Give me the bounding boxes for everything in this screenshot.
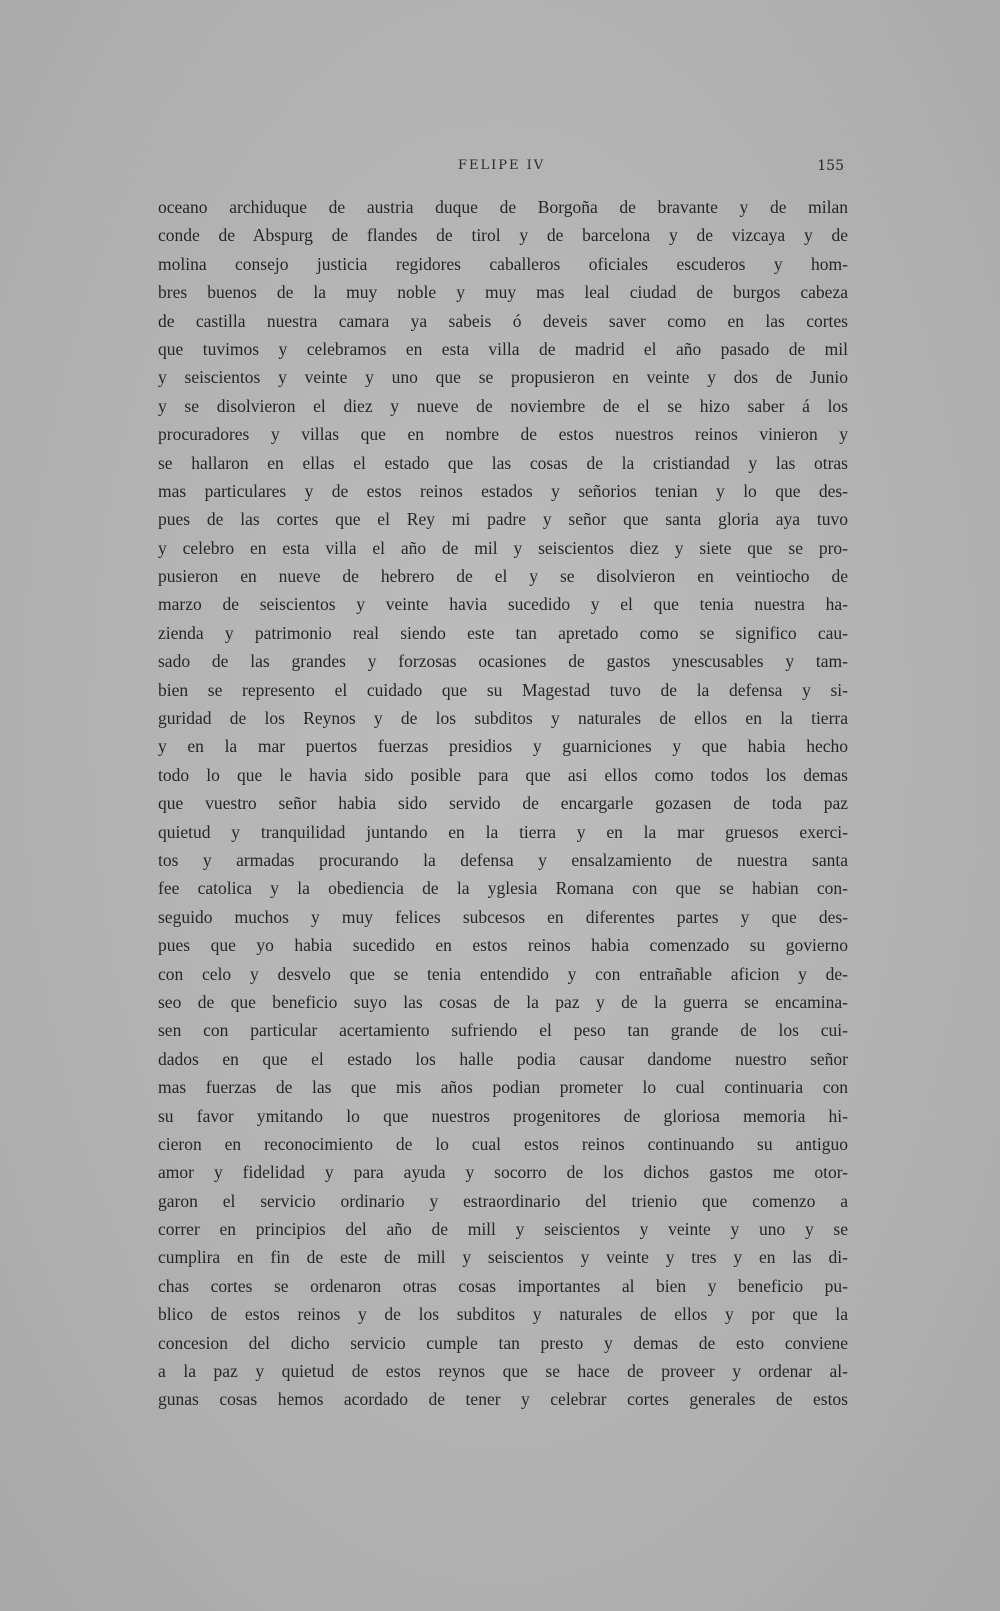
text-line: bres buenos de la muy noble y muy mas leal ciudad de burgos cabeza: [158, 282, 848, 303]
body-text: [158, 193, 848, 1414]
text-line: dados en que el estado los halle podia causar dandome nuestro señor: [158, 1048, 848, 1069]
text-line: fee catolica y la obediencia de la yglesia Romana con que se habian con-: [158, 878, 848, 899]
text-line: marzo de seiscientos y veinte havia sucedido y el que tenia nuestra ha-: [158, 594, 848, 615]
text-line: que tuvimos y celebramos en esta villa de madrid el año pasado de mil: [158, 338, 848, 359]
text-line: mas fuerzas de las que mis años podian prometer lo cual continuaria con: [158, 1077, 848, 1098]
text-line: chas cortes se ordenaron otras cosas importantes al bien y beneficio pu-: [158, 1275, 848, 1296]
text-line: pusieron en nueve de hebrero de el y se disolvieron en veintiocho de: [158, 566, 848, 587]
text-line: sado de las grandes y forzosas ocasiones de gastos ynescusables y tam-: [158, 651, 848, 672]
page-number: 155: [817, 158, 844, 174]
text-line: amor y fidelidad y para ayuda y socorro de los dichos gastos me otor-: [158, 1162, 848, 1183]
text-line: concesion del dicho servicio cumple tan presto y demas de esto conviene: [158, 1332, 848, 1353]
text-line: procuradores y villas que en nombre de estos nuestros reinos vinieron y: [158, 424, 848, 445]
text-line: que vuestro señor habia sido servido de encargarle gozasen de toda paz: [158, 793, 848, 814]
page-header: [158, 158, 848, 182]
text-line: tos y armadas procurando la defensa y ensalzamiento de nuestra santa: [158, 849, 848, 870]
text-line: y seiscientos y veinte y uno que se propusieron en veinte y dos de Junio: [158, 367, 848, 388]
text-line: a la paz y quietud de estos reynos que se hace de proveer y ordenar al-: [158, 1361, 848, 1382]
text-line: gunas cosas hemos acordado de tener y celebrar cortes generales de estos: [158, 1389, 848, 1410]
text-line: garon el servicio ordinario y estraordinario del trienio que comenzo a: [158, 1190, 848, 1211]
text-line: conde de Abspurg de flandes de tirol y de barcelona y de vizcaya y de: [158, 225, 848, 246]
text-line: sen con particular acertamiento sufriendo el peso tan grande de los cui-: [158, 1020, 848, 1041]
text-line: mas particulares y de estos reinos estados y señorios tenian y lo que des-: [158, 480, 848, 501]
text-line: se hallaron en ellas el estado que las cosas de la cristiandad y las otras: [158, 452, 848, 473]
text-line: zienda y patrimonio real siendo este tan apretado como se significo cau-: [158, 622, 848, 643]
text-line: de castilla nuestra camara ya sabeis ó deveis saver como en las cortes: [158, 310, 848, 331]
running-title: FELIPE IV: [458, 158, 546, 173]
text-line: su favor ymitando lo que nuestros progenitores de gloriosa memoria hi-: [158, 1105, 848, 1126]
text-line: guridad de los Reynos y de los subditos y naturales de ellos en la tierra: [158, 708, 848, 729]
text-line: correr en principios del año de mill y seiscientos y veinte y uno y se: [158, 1219, 848, 1240]
text-line: cieron en reconocimiento de lo cual estos reinos continuando su antiguo: [158, 1133, 848, 1154]
text-line: blico de estos reinos y de los subditos y naturales de ellos y por que la: [158, 1304, 848, 1325]
text-line: seo de que beneficio suyo las cosas de la paz y de la guerra se encamina-: [158, 991, 848, 1012]
text-line: y celebro en esta villa el año de mil y seiscientos diez y siete que se pro-: [158, 537, 848, 558]
text-line: y en la mar puertos fuerzas presidios y guarniciones y que habia hecho: [158, 736, 848, 757]
text-line: con celo y desvelo que se tenia entendido y con entrañable aficion y de-: [158, 963, 848, 984]
text-line: oceano archiduque de austria duque de Borgoña de bravante y de milan: [158, 197, 848, 217]
text-line: bien se represento el cuidado que su Magestad tuvo de la defensa y si-: [158, 679, 848, 700]
text-line: y se disolvieron el diez y nueve de noviembre de el se hizo saber á los: [158, 395, 848, 416]
text-line: pues de las cortes que el Rey mi padre y señor que santa gloria aya tuvo: [158, 509, 848, 530]
text-line: seguido muchos y muy felices subcesos en diferentes partes y que des-: [158, 906, 848, 927]
text-line: todo lo que le havia sido posible para que asi ellos como todos los demas: [158, 764, 848, 785]
text-line: cumplira en fin de este de mill y seiscientos y veinte y tres y en las di-: [158, 1247, 848, 1268]
text-line: pues que yo habia sucedido en estos reinos habia comenzado su govierno: [158, 935, 848, 956]
text-line: quietud y tranquilidad juntando en la tierra y en la mar gruesos exerci-: [158, 821, 848, 842]
text-line: molina consejo justicia regidores caballeros oficiales escuderos y hom-: [158, 253, 848, 274]
